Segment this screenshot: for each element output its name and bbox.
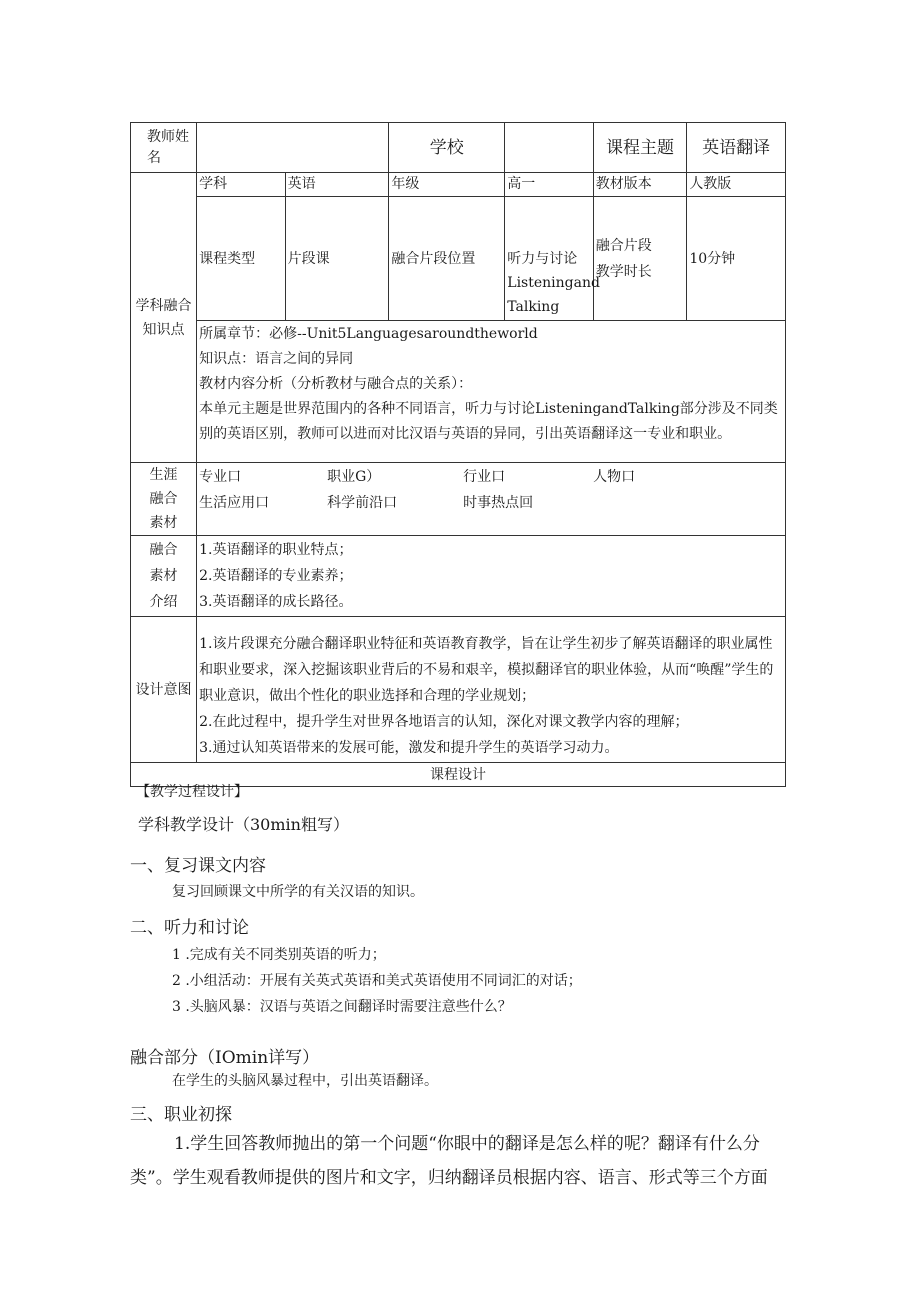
duration-label-line-2: 教学时长: [595, 263, 652, 280]
subject-design-title: 学科教学设计（30min粗写）: [138, 815, 349, 834]
section-1-body: 复习回顾课文中所学的有关汉语的知识。: [172, 884, 424, 900]
design-intent-p2: 2.在此过程中，提升学生对世界各地语言的认知，深化对课文教学内容的理解；: [199, 714, 689, 730]
option-life-application: 生活应用口: [199, 495, 270, 511]
design-intent-body: [197, 617, 786, 763]
process-title: 【教学过程设计】: [136, 784, 248, 800]
career-material-label: 生涯融合素材: [131, 463, 197, 536]
chapter-text: 所属章节：必修--Unit5Languagesaroundtheworld: [199, 326, 538, 342]
section-2-item: 1 .完成有关不同类别英语的听力；: [172, 947, 386, 963]
position-value: [505, 197, 600, 321]
option-current-affairs: 时事热点回: [463, 495, 534, 511]
grade-label: 年级: [389, 173, 505, 197]
fusion-body: 在学生的头脑风暴过程中，引出英语翻译。: [172, 1073, 438, 1089]
course-design-label: 课程设计: [131, 763, 786, 787]
section-2-item: 2 .小组活动：开展有关英式英语和美式英语使用不同词汇的对话；: [172, 973, 582, 989]
duration-value: 10分钟: [687, 197, 786, 321]
option-person: 人物口: [593, 469, 636, 485]
option-major: 专业口: [199, 469, 242, 485]
teacher-name-label: 教师姓名: [131, 123, 197, 173]
option-industry: 行业口: [463, 469, 506, 485]
edition-label: 教材版本: [593, 173, 687, 197]
analysis-title: 教材内容分析（分析教材与融合点的关系）：: [199, 376, 473, 392]
design-intent-label: 设计意图: [131, 617, 197, 763]
position-value-line-3: Talking: [507, 299, 560, 315]
fusion-title: 融合部分（IOmin详写）: [130, 1048, 320, 1068]
position-label: 融合片段位置: [389, 197, 505, 321]
course-type-label: 课程类型: [197, 197, 285, 321]
position-value-line-2: Listeningand: [507, 275, 600, 291]
edition-value: 人教版: [687, 173, 786, 197]
subject-label: 学科: [197, 173, 285, 197]
knowledge-point-text: 知识点：语言之间的异同: [199, 351, 354, 367]
position-value-line-1: 听力与讨论: [507, 251, 578, 267]
school-label: 学校: [389, 123, 505, 173]
section-1-title: 一、复习课文内容: [130, 856, 266, 876]
career-options-row-1: [199, 464, 783, 490]
option-science-frontier: 科学前沿口: [327, 495, 398, 511]
course-type-value: 片段课: [285, 197, 389, 321]
duration-label: [593, 197, 687, 321]
school-value: [505, 123, 593, 173]
material-intro-list: [197, 536, 786, 617]
material-intro-label: 融合素材介绍: [131, 536, 197, 617]
topic-label: 课程主题: [593, 123, 687, 173]
material-intro-item: 3.英语翻译的成长路径。: [199, 594, 353, 610]
lesson-info-table: [130, 122, 786, 787]
section-2-title: 二、听力和讨论: [130, 918, 249, 938]
material-intro-item: 2.英语翻译的专业素养；: [199, 568, 353, 584]
material-intro-item: 1.英语翻译的职业特点；: [199, 542, 353, 558]
knowledge-section-label: 学科融合知识点: [131, 173, 197, 463]
section-3-body: 1.学生回答教师抛出的第一个问题“你眼中的翻译是怎么样的呢？翻译有什么分类”。学生观看教师提供的图片和文字，归纳翻译员根据内容、语言、形式等三个方面: [130, 1134, 768, 1188]
duration-label-line-1: 融合片段: [595, 237, 652, 254]
design-intent-p1: 1.该片段课充分融合翻译职业特征和英语教育教学，旨在让学生初步了解英语翻译的职业属性和职业要求，深入挖掘该职业背后的不易和艰辛，模拟翻译官的职业体验，从而“唤醒”学生的职业意识，做出个性化的职业选择和合理的学业规划；: [199, 636, 774, 704]
option-occupation: 职业G）: [327, 469, 381, 485]
grade-value: 高一: [505, 173, 593, 197]
section-2-item: 3 .头脑风暴：汉语与英语之间翻译时需要注意些什么？: [172, 999, 512, 1015]
career-options-row-2: [199, 490, 783, 516]
teacher-name-value: [197, 123, 389, 173]
section-2-list: [172, 942, 582, 1020]
content-analysis-cell: [197, 321, 786, 463]
design-intent-p3: 3.通过认知英语带来的发展可能，激发和提升学生的英语学习动力。: [199, 740, 619, 756]
career-material-options: [197, 463, 786, 536]
section-3-title: 三、职业初探: [130, 1105, 232, 1125]
analysis-body: 本单元主题是世界范围内的各种不同语言，听力与讨论ListeningandTalking部分涉及不同类别的英语区别，教师可以进而对比汉语与英语的异同，引出英语翻译这一专业和职业。: [199, 401, 778, 442]
topic-value: 英语翻译: [687, 123, 786, 173]
subject-value: 英语: [285, 173, 389, 197]
